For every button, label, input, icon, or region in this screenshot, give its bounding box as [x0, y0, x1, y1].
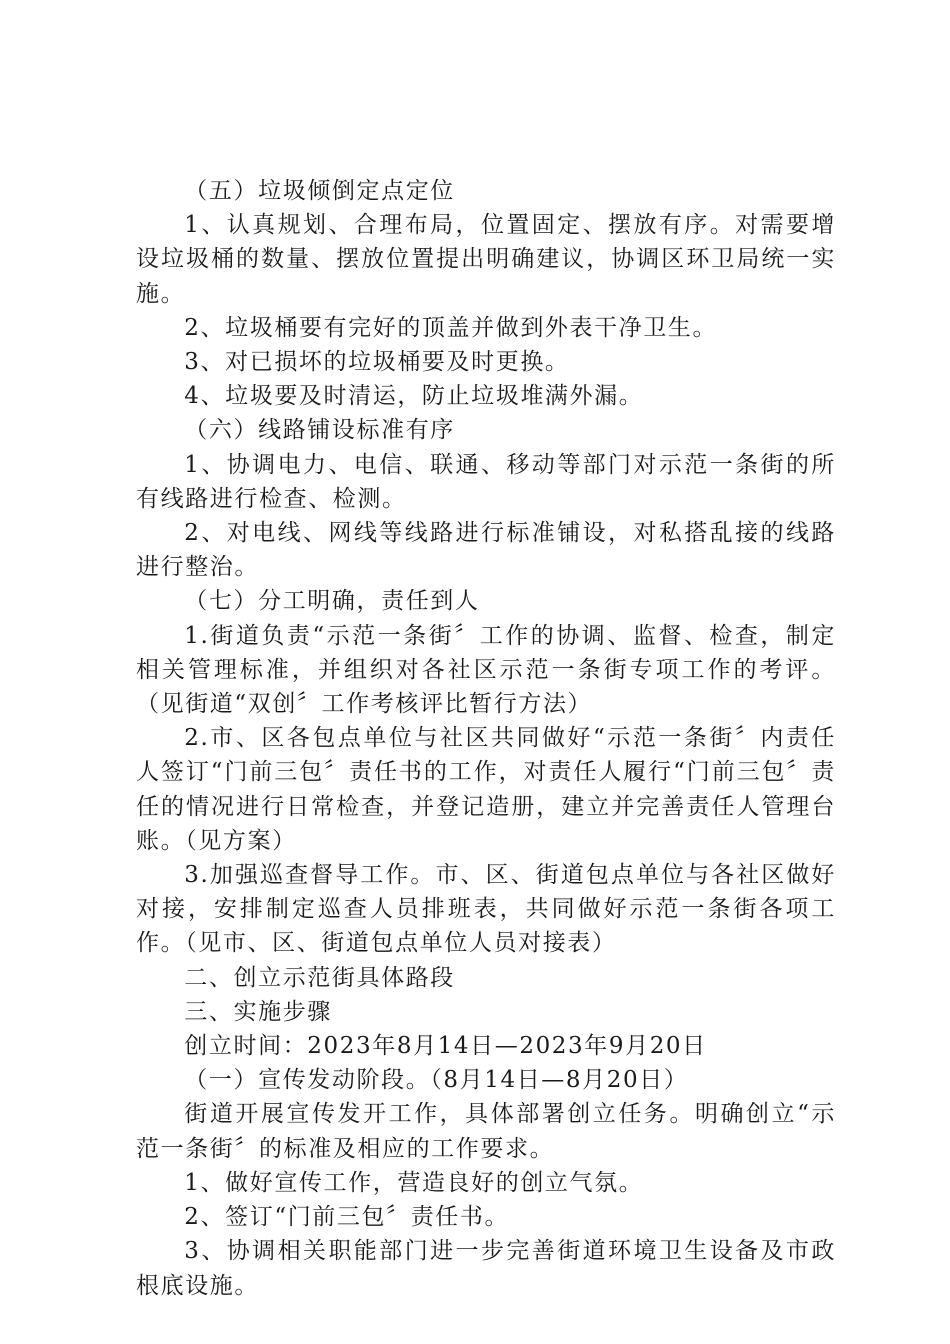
paragraph: 4、垃圾要及时清运，防止垃圾堆满外漏。 [184, 383, 644, 410]
paragraph: 2、签订“门前三包〞责任书。 [184, 1204, 510, 1231]
section-heading: （五）垃圾倾倒定点定位 [184, 178, 455, 204]
paragraph: 3、对已损坏的垃圾桶要及时更换。 [184, 349, 570, 376]
paragraph: 街道开展宣传发开工作，具体部署创立任务。明确创立“示范一条街〞的标准及相应的工作要求。 [136, 1101, 836, 1162]
section-heading: （六）线路铺设标准有序 [184, 417, 455, 444]
paragraph: 2.市、区各包点单位与社区共同做好“示范一条街〞内责任人签订“门前三包〞责任书的工作，对责任人履行“门前三包〞责任的情况进行日常检查，并登记造册，建立并完善责任人管理台账。（见方案） [136, 725, 836, 854]
paragraph: 创立时间：2023年8月14日—2023年9月20日 [184, 1033, 707, 1060]
paragraph: 1、协调电力、电信、联通、移动等部门对示范一条街的所有线路进行检查、检测。 [136, 451, 836, 512]
paragraph: 1.街道负责“示范一条街〞工作的协调、监督、检查，制定相关管理标准，并组织对各社区示范一条街专项工作的考评。（见街道“双创〞工作考核评比暂行方法） [136, 622, 836, 718]
paragraph: 1、认真规划、合理布局，位置固定、摆放有序。对需要增设垃圾桶的数量、摆放位置提出明确建议，协调区环卫局统一实施。 [136, 212, 836, 307]
paragraph: 3、协调相关职能部门进一步完善街道环境卫生设备及市政根底设施。 [136, 1238, 836, 1299]
section-heading: （七）分工明确，责任到人 [184, 588, 480, 615]
paragraph: 1、做好宣传工作，营造良好的创立气氛。 [184, 1169, 644, 1196]
section-heading: （一）宣传发动阶段。（8月14日—8月20日） [184, 1067, 689, 1094]
section-heading: 二、创立示范街具体路段 [184, 964, 455, 991]
section-heading: 三、实施步骤 [184, 998, 332, 1025]
paragraph: 2、对电线、网线等线路进行标准铺设，对私搭乱接的线路进行整治。 [136, 520, 836, 581]
document-body [136, 174, 836, 1303]
paragraph: 3.加强巡查督导工作。市、区、街道包点单位与各社区做好对接，安排制定巡查人员排班表，共同做好示范一条街各项工作。（见市、区、街道包点单位人员对接表） [136, 862, 836, 957]
paragraph: 2、垃圾桶要有完好的顶盖并做到外表干净卫生。 [184, 314, 718, 341]
